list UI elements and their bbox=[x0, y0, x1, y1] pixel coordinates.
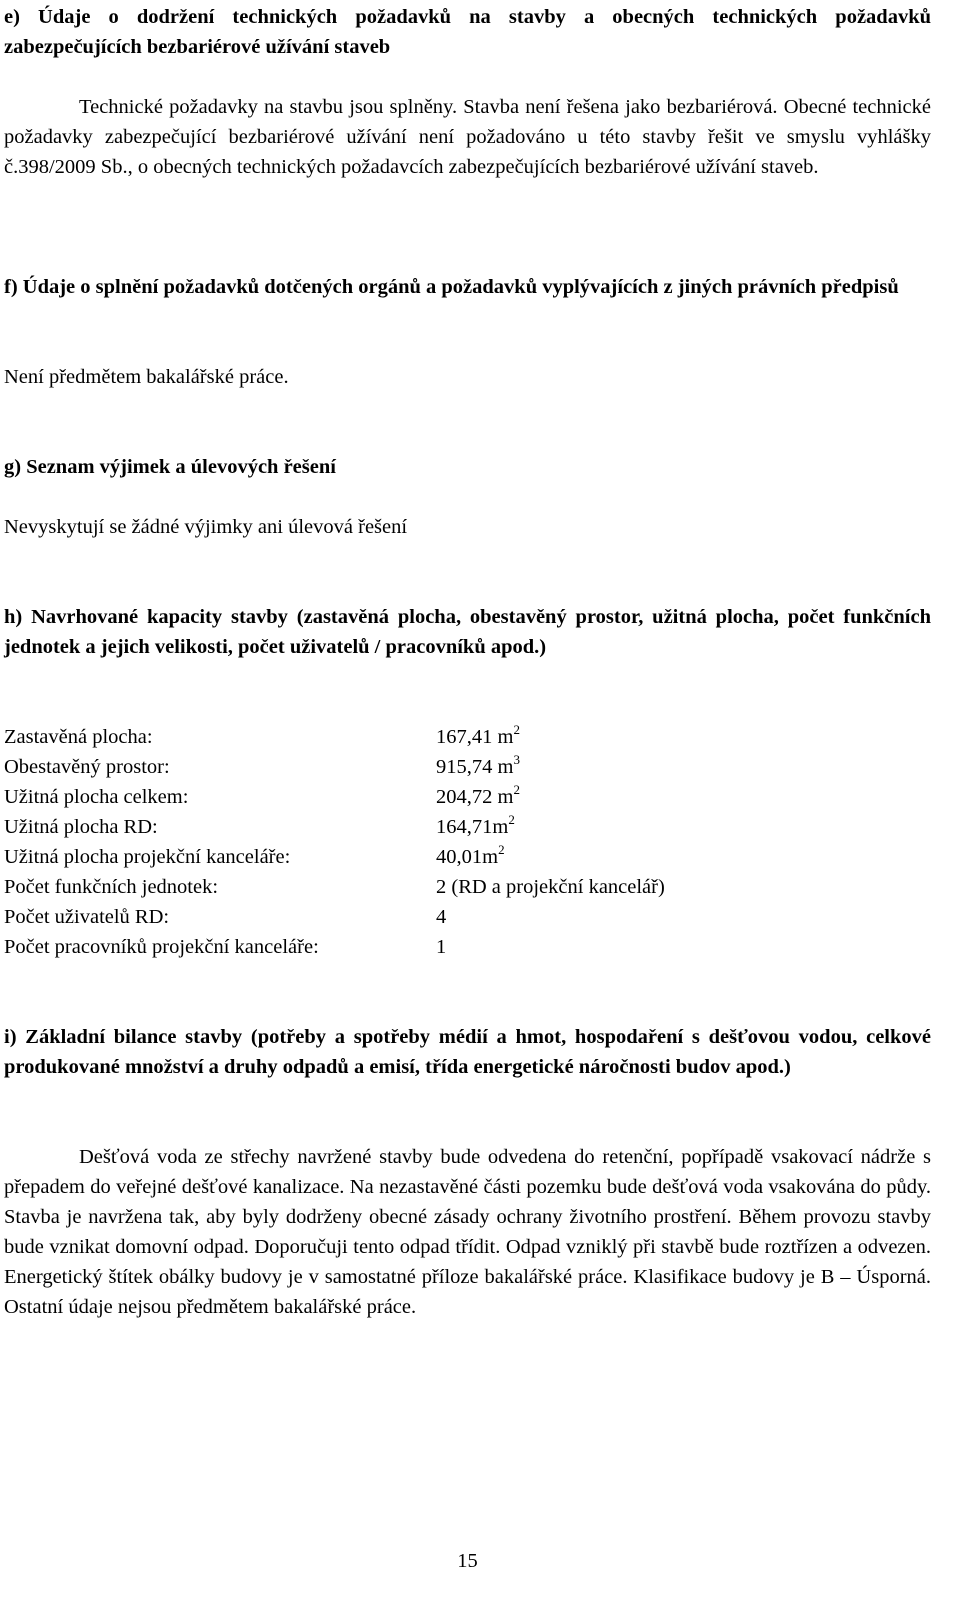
section-h-heading: h) Navrhované kapacity stavby (zastavěná plocha, obestavěný prostor, užitná plocha, počet funkčních jednotek a jejich velikosti, počet uživatelů / pracovníků apod.) bbox=[4, 606, 931, 658]
section-g-heading: g) Seznam výjimek a úlevových řešení bbox=[4, 456, 336, 478]
capacity-label: Zastavěná plocha: bbox=[4, 726, 153, 748]
capacity-value: 1 bbox=[436, 936, 447, 958]
capacity-value: 2 (RD a projekční kancelář) bbox=[436, 876, 665, 898]
section-g-paragraph: Nevyskytují se žádné výjimky ani úlevová řešení bbox=[4, 516, 408, 538]
capacity-label: Užitná plocha RD: bbox=[4, 816, 158, 838]
capacity-label: Užitná plocha celkem: bbox=[4, 786, 189, 808]
capacity-value: 204,72 $m^2$ bbox=[436, 782, 520, 808]
capacity-value: 167,41 $m^2$ bbox=[436, 722, 520, 748]
page-number: 15 bbox=[457, 1550, 478, 1572]
section-i-paragraph: Dešťová voda ze střechy navržené stavby bude odvedena do retenční, popřípadě vsakovací nádrže s přepadem do veřejné dešťové kanalizace. Na nezastavěné části pozemku bude dešťová voda vsakována do půdy. Stavba je navržena tak, aby byly dodrženy obecné zásady ochrany životního prostření. Během provozu stavby bude vznikat domovní odpad. Doporučuji tento odpad třídit. Odpad vzniklý při stavbě bude roztřízen a odvezen. Energetický štítek obálky budovy je v samostatné příloze bakalářské práce. Klasifikace budovy je B – Úsporná. Ostatní údaje nejsou předmětem bakalářské práce. bbox=[4, 1146, 931, 1318]
capacity-label: Počet uživatelů RD: bbox=[4, 906, 170, 928]
section-e-heading: e) Údaje o dodržení technických požadavků na stavby a obecných technických požadavků zabezpečujících bezbariérové užívání staveb bbox=[4, 6, 931, 58]
capacity-label: Obestavěný prostor: bbox=[4, 756, 170, 778]
capacity-label: Počet funkčních jednotek: bbox=[4, 876, 219, 898]
section-e-paragraph: Technické požadavky na stavbu jsou splněny. Stavba není řešena jako bezbariérová. Obecné technické požadavky zabezpečující bezbariérové užívání není požadováno u této stavby řešit ve smyslu vyhlášky č.398/2009 Sb., o obecných technických požadavcích zabezpečujících bezbariérové užívání staveb. bbox=[4, 96, 931, 178]
section-f-paragraph: Není předmětem bakalářské práce. bbox=[4, 366, 289, 388]
capacity-label: Užitná plocha projekční kanceláře: bbox=[4, 846, 291, 868]
capacity-value: 4 bbox=[436, 906, 447, 928]
section-i-heading: i) Základní bilance stavby (potřeby a spotřeby médií a hmot, hospodaření s dešťovou vodou, celkové produkované množství a druhy odpadů a emisí, třída energetické náročnosti budov apod.) bbox=[4, 1026, 931, 1078]
capacity-value: 915,74 $m^3$ bbox=[436, 752, 520, 778]
section-f-heading: f) Údaje o splnění požadavků dotčených orgánů a požadavků vyplývajících z jiných právních předpisů bbox=[4, 276, 899, 298]
capacity-label: Počet pracovníků projekční kanceláře: bbox=[4, 936, 319, 958]
capacity-value: $164,71m^2$ bbox=[436, 812, 515, 838]
capacity-value: $40,01m^2$ bbox=[436, 842, 505, 868]
